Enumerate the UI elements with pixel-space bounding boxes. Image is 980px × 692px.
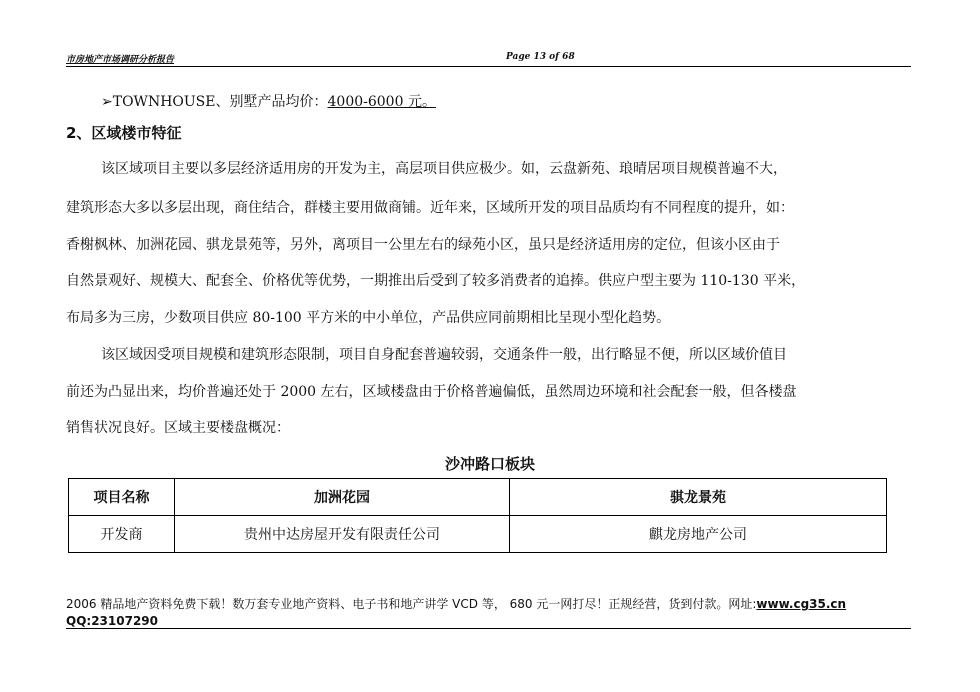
- table-cell: 麒龙房地产公司: [510, 516, 887, 553]
- section-heading: 2、区域楼市特征: [66, 124, 182, 142]
- table-header-cell: 骐龙景苑: [510, 479, 887, 516]
- footer-line: [66, 596, 911, 613]
- paragraph-line: 香榭枫林、加洲花园、骐龙景苑等，另外，离项目一公里左右的绿苑小区，虽只是经济适用房的定位，但该小区由于: [66, 237, 780, 253]
- page-number: Page 13 of 68: [506, 52, 575, 62]
- paragraph-line: 销售状况良好。区域主要楼盘概况：: [66, 420, 290, 436]
- table-header-cell: 加洲花园: [175, 479, 510, 516]
- bullet-line: [101, 91, 436, 111]
- page-footer: [66, 596, 911, 630]
- bullet-text: TOWNHOUSE、别墅产品均价：: [112, 94, 328, 110]
- footer-divider: [66, 628, 911, 629]
- price-range: 4000-6000 元。: [327, 94, 436, 110]
- paragraph-line: 前还为凸显出来，均价普遍还处于 2000 左右，区域楼盘由于价格普遍偏低，虽然周边环境和社会配套一般，但各楼盘: [66, 384, 797, 400]
- table-row: [69, 516, 887, 553]
- project-table: [68, 478, 887, 553]
- table-cell: 贵州中达房屋开发有限责任公司: [175, 516, 510, 553]
- paragraph-line: 该区域项目主要以多层经济适用房的开发为主，高层项目供应极少。如，云盘新苑、琅晴居项目规模普遍不大，: [101, 161, 787, 177]
- paragraph-line: 布局多为三房，少数项目供应 80-100 平方米的中小单位，产品供应同前期相比呈现小型化趋势。: [66, 310, 671, 326]
- paragraph-line: 该区域因受项目规模和建筑形态限制，项目自身配套普遍较弱，交通条件一般，出行略显不便，所以区域价值目: [101, 347, 787, 363]
- paragraph-line: 建筑形态大多以多层出现，商住结合，群楼主要用做商铺。近年来，区域所开发的项目品质均有不同程度的提升，如：: [66, 200, 794, 216]
- paragraph-line: 自然景观好、规模大、配套全、价格优等优势，一期推出后受到了较多消费者的追捧。供应户型主要为 110-130 平米，: [66, 273, 806, 289]
- table-cell: 开发商: [69, 516, 175, 553]
- table-header-row: [69, 479, 887, 516]
- table-caption: 沙冲路口板块: [444, 455, 535, 473]
- table-header-cell: 项目名称: [69, 479, 175, 516]
- footer-url-link[interactable]: www.cg35.cn: [756, 597, 847, 611]
- bullet-marker: ➢: [101, 94, 113, 110]
- header-title: 市房地产市场调研分析报告: [66, 55, 175, 65]
- page-header: [66, 50, 911, 67]
- footer-qq: QQ:23107290: [66, 614, 158, 628]
- footer-text: 2006 精品地产资料免费下载！数万套专业地产资料、电子书和地产讲学 VCD 等， 680 元一网打尽！正规经营，货到付款。网址:: [66, 597, 757, 611]
